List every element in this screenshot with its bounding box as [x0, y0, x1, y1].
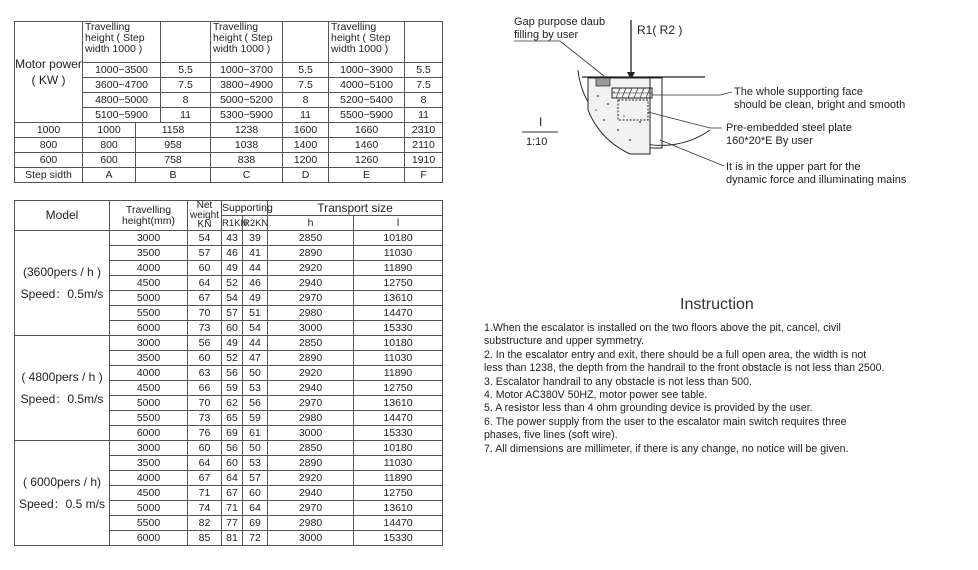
power-header-c — [405, 22, 443, 63]
r2-header: R2KN — [243, 217, 269, 229]
col-e-label: E — [329, 168, 405, 183]
transport-h: 2920 — [268, 366, 354, 381]
power-value: 8 — [161, 93, 211, 108]
transport-l: 11890 — [354, 366, 443, 381]
transport-h: 2970 — [268, 501, 354, 516]
capacity-label: (3600pers / h ) — [22, 265, 102, 279]
dim-c: 1038 — [211, 138, 283, 153]
power-value: 7.5 — [405, 78, 443, 93]
travel-height: 4000 — [110, 471, 188, 486]
r1-value: 52 — [222, 351, 243, 366]
dim-f: 2310 — [405, 123, 443, 138]
instruction-line: 7. All dimensions are millimeter, if there is any change, no notice will be given. — [484, 442, 849, 455]
travel-height: 3500 — [110, 456, 188, 471]
dim-b: 1158 — [136, 123, 211, 138]
transport-l: 13610 — [354, 396, 443, 411]
transport-h: 2940 — [268, 381, 354, 396]
supporting-header: Supporting — [222, 201, 273, 214]
net-weight: 70 — [188, 306, 222, 321]
dim-e: 1660 — [329, 123, 405, 138]
dim-a: 1000 — [83, 123, 136, 138]
travel-height: 6000 — [110, 531, 188, 546]
model-header: Model — [15, 201, 110, 231]
transport-h: 3000 — [268, 321, 354, 336]
r1-value: 71 — [222, 501, 243, 516]
height-range: 1000~3700 — [211, 63, 283, 78]
r1-value: 62 — [222, 396, 243, 411]
height-range: 4800~5000 — [83, 93, 161, 108]
instruction-line: 3. Escalator handrail to any obstacle is not less than 500. — [484, 375, 752, 388]
transport-l: 13610 — [354, 291, 443, 306]
plate-note-1: Pre-embedded steel plate — [726, 122, 852, 134]
transport-l: 11030 — [354, 456, 443, 471]
travel-height: 4500 — [110, 381, 188, 396]
net-weight: 60 — [188, 261, 222, 276]
r1-value: 69 — [222, 426, 243, 441]
model-table-body — [15, 231, 443, 546]
power-value: 8 — [283, 93, 329, 108]
travel-height: 6000 — [110, 321, 188, 336]
travel-height: 3000 — [110, 231, 188, 246]
instruction-line: phases, five lines (soft wire). — [484, 429, 618, 442]
r2-value: 44 — [243, 261, 268, 276]
height-range: 3600~4700 — [83, 78, 161, 93]
travel-height: 6000 — [110, 426, 188, 441]
net-weight: 60 — [188, 441, 222, 456]
r2-value: 61 — [243, 426, 268, 441]
r2-value: 46 — [243, 276, 268, 291]
transport-h: 2970 — [268, 396, 354, 411]
h-header: h — [268, 216, 354, 231]
travel-height: 5000 — [110, 291, 188, 306]
power-value: 5.5 — [161, 63, 211, 78]
travel-height: 5500 — [110, 411, 188, 426]
transport-h: 2850 — [268, 336, 354, 351]
width-row — [15, 123, 443, 138]
travel-height-header: Travelling height(mm) — [110, 201, 188, 231]
r2-value: 54 — [243, 321, 268, 336]
instruction-line: less than 1238, the depth from the handrail to the front obstacle is not less than 2500. — [484, 362, 885, 375]
r1-value: 67 — [222, 486, 243, 501]
model-group-cell — [15, 336, 110, 441]
transport-l: 14470 — [354, 306, 443, 321]
transport-l: 14470 — [354, 411, 443, 426]
r1-value: 49 — [222, 336, 243, 351]
transport-l: 15330 — [354, 531, 443, 546]
travel-height: 4500 — [110, 486, 188, 501]
height-range: 1000~3500 — [83, 63, 161, 78]
net-weight: 54 — [188, 231, 222, 246]
plate-leader-line — [648, 112, 722, 128]
r1-value: 57 — [222, 306, 243, 321]
motor-power-table — [14, 21, 443, 183]
transport-l: 14470 — [354, 516, 443, 531]
travel-height: 4000 — [110, 261, 188, 276]
transport-h: 2970 — [268, 291, 354, 306]
width-row — [15, 138, 443, 153]
plate-note-2: 160*20*E By user — [726, 135, 813, 147]
step-width-row — [15, 168, 443, 183]
net-weight: 67 — [188, 291, 222, 306]
speed-label: Speed：0.5m/s — [20, 287, 104, 301]
travel-height: 4000 — [110, 366, 188, 381]
transport-h: 2980 — [268, 411, 354, 426]
net-weight: 63 — [188, 366, 222, 381]
r2-value: 69 — [243, 516, 268, 531]
speed-label: Speed：0.5 m/s — [18, 497, 106, 511]
r1-value: 59 — [222, 381, 243, 396]
model-header-row — [15, 201, 443, 216]
r1-value: 52 — [222, 276, 243, 291]
r1-value: 64 — [222, 471, 243, 486]
dim-b: 958 — [136, 138, 211, 153]
r1-value: 54 — [222, 291, 243, 306]
travel-height: 5500 — [110, 306, 188, 321]
col-d-label: D — [283, 168, 329, 183]
net-weight: 73 — [188, 411, 222, 426]
transport-l: 11890 — [354, 471, 443, 486]
capacity-label: ( 6000pers / h) — [22, 475, 102, 489]
power-value: 5.5 — [405, 63, 443, 78]
height-range: 4000~5100 — [329, 78, 405, 93]
gap-leader-line — [514, 41, 604, 76]
height-range: 5200~5400 — [329, 93, 405, 108]
transport-h: 2940 — [268, 276, 354, 291]
dim-e: 1260 — [329, 153, 405, 168]
dim-e: 1460 — [329, 138, 405, 153]
r2-value: 47 — [243, 351, 268, 366]
r2-value: 56 — [243, 396, 268, 411]
r2-value: 64 — [243, 501, 268, 516]
transport-h: 3000 — [268, 426, 354, 441]
face-note-2: should be clean, bright and smooth — [734, 99, 906, 111]
power-value: 7.5 — [161, 78, 211, 93]
travel-height: 4500 — [110, 276, 188, 291]
transport-l: 15330 — [354, 321, 443, 336]
dim-a: 800 — [83, 138, 136, 153]
transport-size-header: Transport size — [268, 201, 443, 216]
travel-height: 3000 — [110, 336, 188, 351]
col-a-label: A — [83, 168, 136, 183]
dim-c: 838 — [211, 153, 283, 168]
upper-note-1: It is in the upper part for the — [726, 161, 861, 173]
net-weight: 74 — [188, 501, 222, 516]
height-range: 1000~3900 — [329, 63, 405, 78]
face-leader-line — [652, 92, 732, 95]
r2-value: 72 — [243, 531, 268, 546]
net-weight: 85 — [188, 531, 222, 546]
transport-l: 11030 — [354, 246, 443, 261]
r2-value: 53 — [243, 381, 268, 396]
net-weight: 64 — [188, 456, 222, 471]
instruction-line: 2. In the escalator entry and exit, there should be a full open area, the width is not — [484, 348, 867, 361]
transport-l: 12750 — [354, 486, 443, 501]
model-group-cell — [15, 441, 110, 546]
r1-value: 56 — [222, 366, 243, 381]
r2-value: 53 — [243, 456, 268, 471]
step-width-value: 1000 — [15, 123, 83, 138]
r-label: R1( R2 ) — [637, 23, 683, 37]
r2-value: 50 — [243, 441, 268, 456]
transport-l: 11890 — [354, 261, 443, 276]
power-value: 8 — [405, 93, 443, 108]
transport-l: 10180 — [354, 441, 443, 456]
power-header-a — [161, 22, 211, 63]
r1-value: 81 — [222, 531, 243, 546]
support-detail-diagram — [500, 0, 970, 200]
dim-c: 1238 — [211, 123, 283, 138]
height-range: 5500~5900 — [329, 108, 405, 123]
motor-header-row — [15, 22, 443, 63]
transport-h: 2920 — [268, 471, 354, 486]
r1-value: 43 — [222, 231, 243, 246]
face-note-1: The whole supporting face — [734, 86, 864, 98]
dim-d: 1400 — [283, 138, 329, 153]
r2-value: 39 — [243, 231, 268, 246]
motor-power-label: Motor power ( KW ) — [15, 22, 83, 123]
transport-l: 11030 — [354, 351, 443, 366]
r1-value: 60 — [222, 456, 243, 471]
transport-h: 2940 — [268, 486, 354, 501]
step-width-value: 600 — [15, 153, 83, 168]
height-range: 5100~5900 — [83, 108, 161, 123]
speed-label: Speed：0.5m/s — [20, 392, 104, 406]
net-weight: 57 — [188, 246, 222, 261]
instruction-line: substructure and upper symmetry. — [484, 335, 644, 348]
dim-a: 600 — [83, 153, 136, 168]
r2-value: 60 — [243, 486, 268, 501]
transport-l: 12750 — [354, 276, 443, 291]
transport-h: 2980 — [268, 306, 354, 321]
r2-value: 59 — [243, 411, 268, 426]
power-header-b — [283, 22, 329, 63]
r1-value: 46 — [222, 246, 243, 261]
step-width-label: Step sidth — [15, 168, 83, 183]
detail-mark: I — [539, 115, 543, 129]
net-weight: 71 — [188, 486, 222, 501]
net-weight: 82 — [188, 516, 222, 531]
transport-h: 2890 — [268, 456, 354, 471]
transport-l: 12750 — [354, 381, 443, 396]
r1-value: 49 — [222, 261, 243, 276]
travel-height: 5000 — [110, 396, 188, 411]
gap-fill — [596, 78, 610, 86]
travel-header-a: Travelling height ( Step width 1000 ) — [83, 22, 161, 63]
net-weight-header: Net weight KN — [188, 201, 222, 231]
net-weight: 66 — [188, 381, 222, 396]
r1-value: 56 — [222, 441, 243, 456]
net-weight: 73 — [188, 321, 222, 336]
travel-height: 3000 — [110, 441, 188, 456]
instruction-line: 5. A resistor less than 4 ohm grounding device is provided by the user. — [484, 402, 813, 415]
dim-b: 758 — [136, 153, 211, 168]
l-header: l — [354, 216, 443, 231]
upper-note-2: dynamic force and illuminating mains — [726, 174, 907, 186]
height-range: 5000~5200 — [211, 93, 283, 108]
col-f-label: F — [405, 168, 443, 183]
step-width-value: 800 — [15, 138, 83, 153]
travel-header-c: Travelling height ( Step width 1000 ) — [329, 22, 405, 63]
col-c-label: C — [211, 168, 283, 183]
capacity-label: ( 4800pers / h ) — [21, 370, 103, 384]
travel-height: 3500 — [110, 351, 188, 366]
net-weight: 64 — [188, 276, 222, 291]
dim-d: 1200 — [283, 153, 329, 168]
instruction-line: 4. Motor AC380V 50HZ, motor power see table. — [484, 389, 708, 402]
net-weight: 60 — [188, 351, 222, 366]
power-value: 11 — [283, 108, 329, 123]
power-value: 5.5 — [283, 63, 329, 78]
transport-h: 2980 — [268, 516, 354, 531]
r2-value: 49 — [243, 291, 268, 306]
scale-label: 1:10 — [526, 136, 548, 148]
dim-f: 1910 — [405, 153, 443, 168]
transport-l: 13610 — [354, 501, 443, 516]
height-range: 3800~4900 — [211, 78, 283, 93]
r2-value: 41 — [243, 246, 268, 261]
dim-f: 2110 — [405, 138, 443, 153]
r1-value: 77 — [222, 516, 243, 531]
r2-value: 44 — [243, 336, 268, 351]
transport-h: 3000 — [268, 531, 354, 546]
net-weight: 70 — [188, 396, 222, 411]
gap-label-1: Gap purpose daub — [514, 16, 606, 28]
power-value: 7.5 — [283, 78, 329, 93]
r1-header: R1KN — [222, 217, 248, 229]
instruction-list — [484, 322, 970, 456]
dim-d: 1600 — [283, 123, 329, 138]
transport-h: 2850 — [268, 441, 354, 456]
transport-h: 2890 — [268, 351, 354, 366]
transport-h: 2850 — [268, 231, 354, 246]
net-weight: 76 — [188, 426, 222, 441]
transport-l: 10180 — [354, 336, 443, 351]
model-row — [15, 441, 443, 456]
travel-header-b: Travelling height ( Step width 1000 ) — [211, 22, 283, 63]
transport-h: 2890 — [268, 246, 354, 261]
model-group-cell — [15, 231, 110, 336]
height-range: 5300~5900 — [211, 108, 283, 123]
net-weight: 56 — [188, 336, 222, 351]
r2-value: 51 — [243, 306, 268, 321]
travel-height: 5000 — [110, 501, 188, 516]
width-row — [15, 153, 443, 168]
model-table — [14, 200, 443, 546]
travel-height: 5500 — [110, 516, 188, 531]
power-value: 11 — [405, 108, 443, 123]
instruction-title: Instruction — [680, 296, 754, 313]
upper-leader-line — [660, 140, 724, 166]
power-value: 11 — [161, 108, 211, 123]
gap-label-2: filling by user — [514, 29, 579, 41]
r2-value: 50 — [243, 366, 268, 381]
transport-l: 10180 — [354, 231, 443, 246]
r2-value: 57 — [243, 471, 268, 486]
travel-height: 3500 — [110, 246, 188, 261]
transport-h: 2920 — [268, 261, 354, 276]
instruction-line: 6. The power supply from the user to the escalator main switch requires three — [484, 415, 847, 428]
concrete-pit — [588, 78, 650, 154]
transport-l: 15330 — [354, 426, 443, 441]
net-weight: 67 — [188, 471, 222, 486]
r1-value: 65 — [222, 411, 243, 426]
instruction-line: 1.When the escalator is installed on the two floors above the pit, cancel, civil — [484, 322, 841, 334]
r1-value: 60 — [222, 321, 243, 336]
col-b-label: B — [136, 168, 211, 183]
model-row — [15, 336, 443, 351]
model-row — [15, 231, 443, 246]
